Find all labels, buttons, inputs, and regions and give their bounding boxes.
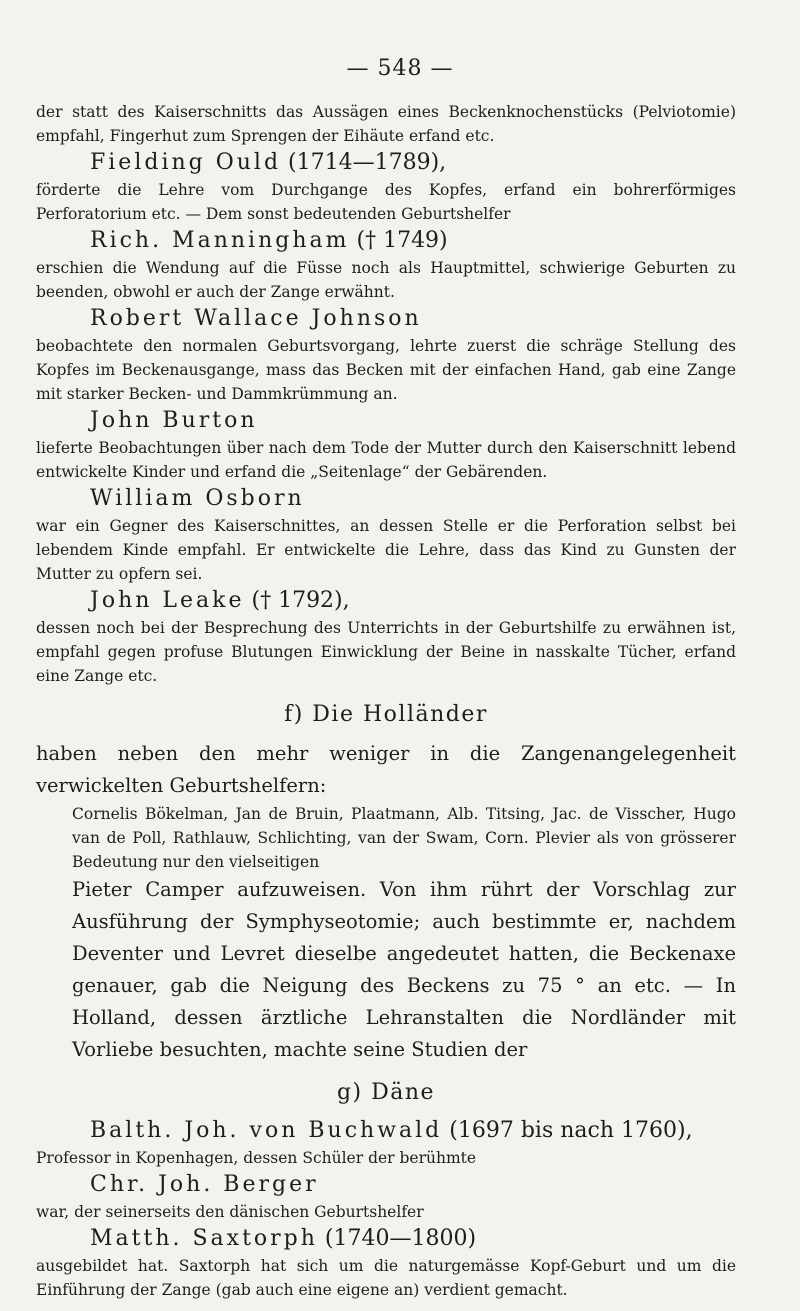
paragraph: Pieter Camper aufzuweisen. Von ihm rührt der Vorschlag zur Ausführung der Symphyseotomie; auch bestimmte er, nachdem Deventer und Levret dieselbe angedeutet hatten, die Beckenaxe genauer, gab die Neigung des Beckens zu 75 ° an etc. — In Holland, dessen ärztliche Lehranstalten die Nordländer mit Vorliebe besuchten, machte seine Studien der (72, 878, 736, 1061)
person-heading (90, 1170, 736, 1200)
paragraph: Cornelis Bökelman, Jan de Bruin, Plaatmann, Alb. Titsing, Jac. de Visscher, Hugo van de Poll, Rathlauw, Schlichting, van der Swam, Corn. Plevier als von grösserer Bedeutung nur den vielseitigen (72, 805, 736, 871)
person-heading (90, 1224, 736, 1254)
paragraph: förderte die Lehre vom Durchgange des Kopfes, erfand ein bohrerförmiges Perforatorium etc. — Dem sonst bedeutenden Geburtshelfer (36, 181, 736, 223)
paragraph: war, der seinerseits den dänischen Geburtshelfer (36, 1203, 424, 1221)
person-dates: († 1749) (349, 228, 448, 253)
paragraph: erschien die Wendung auf die Füsse noch als Hauptmittel, schwierige Geburten zu beenden, obwohl er auch der Zange erwähnt. (36, 259, 736, 301)
person-dates: († 1792), (244, 588, 350, 613)
page-number: — 548 — (346, 56, 454, 81)
person-heading (90, 148, 736, 178)
person-name: Matth. Saxtorph (90, 1226, 318, 1251)
paragraph: Professor in Kopenhagen, dessen Schüler der berühmte (36, 1149, 477, 1167)
person-name: Fielding Ould (90, 150, 282, 175)
paragraph: dessen noch bei der Besprechung des Unterrichts in der Geburtshilfe zu erwähnen ist, empfahl gegen profuse Blutungen Einwicklung der Beine in nasskalte Tücher, erfand eine Zange etc. (36, 619, 736, 685)
person-name: William Osborn (90, 486, 305, 511)
person-dates: (1714—1789), (281, 150, 447, 175)
person-heading (90, 226, 736, 256)
person-name: Balth. Joh. von Buchwald (90, 1118, 443, 1143)
person-dates: (1697 bis nach 1760), (442, 1118, 693, 1143)
person-heading (90, 484, 736, 514)
person-name: John Burton (90, 408, 258, 433)
paragraph: der statt des Kaiserschnitts das Aussägen eines Beckenknochenstücks (Pelviotomie) empfahl, Fingerhut zum Sprengen der Eihäute erfand etc. (36, 103, 736, 145)
person-name: Chr. Joh. Berger (90, 1172, 319, 1197)
person-heading (90, 1116, 736, 1146)
paragraph: beobachtete den normalen Geburtsvorgang, lehrte zuerst die schräge Stellung des Kopfes im Beckenausgange, mass das Becken mit der einfachen Hand, gab eine Zange mit starker Becken- und Dammkrümmung an. (36, 337, 736, 403)
page-body (36, 100, 736, 1302)
person-name: Rich. Manningham (90, 228, 350, 253)
paragraph: haben neben den mehr weniger in die Zangenangelegenheit verwickelten Geburtshelfern: (36, 742, 736, 797)
person-name: Robert Wallace Johnson (90, 306, 422, 331)
person-heading (90, 586, 736, 616)
section-heading: g) Däne (336, 1080, 436, 1105)
paragraph: war ein Gegner des Kaiserschnittes, an dessen Stelle er die Perforation selbst bei lebendem Kinde empfahl. Er entwickelte die Lehre, dass das Kind zu Gunsten der Mutter zu opfern sei. (36, 517, 736, 583)
person-heading (90, 406, 736, 436)
paragraph: ausgebildet hat. Saxtorph hat sich um die naturgemässe Kopf-Geburt und um die Einführung der Zange (gab auch eine eigene an) verdient gemacht. (36, 1257, 736, 1299)
person-heading (90, 304, 736, 334)
paragraph: lieferte Beobachtungen über nach dem Tode der Mutter durch den Kaiserschnitt lebend entwickelte Kinder und erfand die „Seitenlage“ der Gebärenden. (36, 439, 736, 481)
section-heading: f) Die Holländer (284, 702, 488, 727)
person-name: John Leake (90, 588, 245, 613)
person-dates: (1740—1800) (317, 1226, 477, 1251)
